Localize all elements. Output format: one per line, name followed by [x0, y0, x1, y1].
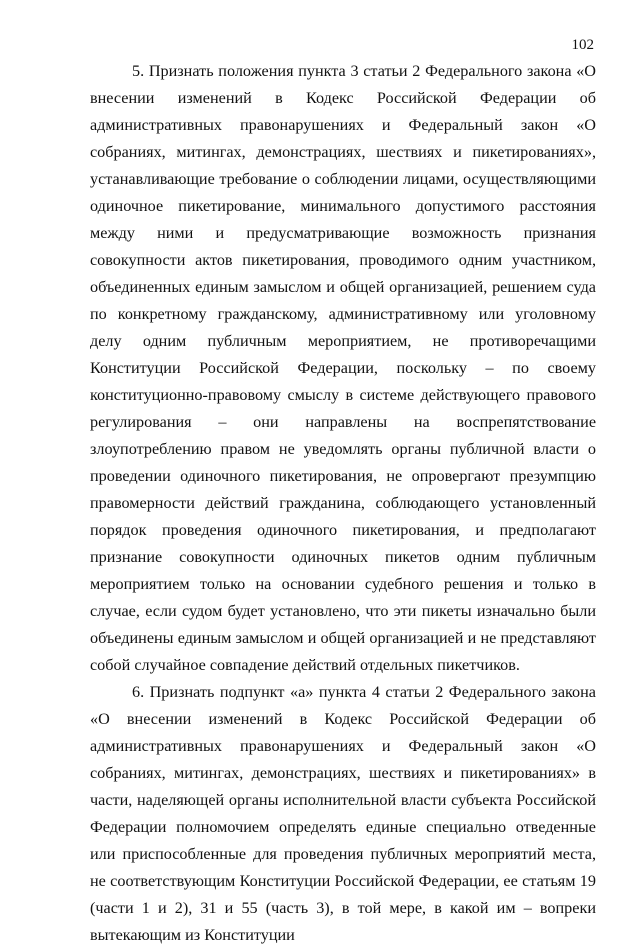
paragraph-6: 6. Признать подпункт «а» пункта 4 статьи 2 Федерального закона «О внесении изменений в Кодекс Российской Федерации об административных правонарушениях и Федеральный закон «О собраниях, митингах, демонстрациях, шествиях и пикетированиях» в части, наделяющей органы исполнительной власти субъекта Российской Федерации полномочием определять единые специально отведенные или приспособленные для проведения публичных мероприятий места, не соответствующим Конституции Российской Федерации, ее статьям 19 (части 1 и 2), 31 и 55 (часть 3), в той мере, в какой им – вопреки вытекающим из Конституции: [90, 683, 596, 944]
document-body: [90, 58, 596, 949]
page-number: 102: [571, 37, 594, 53]
paragraph-5: 5. Признать положения пункта 3 статьи 2 Федерального закона «О внесении изменений в Кодекс Российской Федерации об административных правонарушениях и Федеральный закон «О собраниях, митингах, демонстрациях, шествиях и пикетированиях», устанавливающие требование о соблюдении лицами, осуществляющими одиночное пикетирование, минимального допустимого расстояния между ними и предусматривающие возможность признания совокупности актов пикетирования, проводимого одним участником, объединенных единым замыслом и общей организацией, решением суда по конкретному гражданскому, административному или уголовному делу одним публичным мероприятием, не противоречащими Конституции Российской Федерации, поскольку – по своему конституционно-правовому смыслу в системе действующего правового регулирования – они направлены на воспрепятствование злоупотреблению правом не уведомлять органы публичной власти о проведении одиночного пикетирования, не опровергают презумпцию правомерности действий гражданина, соблюдающего установленный порядок проведения одиночного пикетирования, и предполагают признание совокупности одиночных пикетов одним публичным мероприятием только на основании судебного решения и только в случае, если судом будет установлено, что эти пикеты изначально были объединены единым замыслом и общей организацией и не представляют собой случайное совпадение действий отдельных пикетчиков.: [90, 62, 596, 674]
